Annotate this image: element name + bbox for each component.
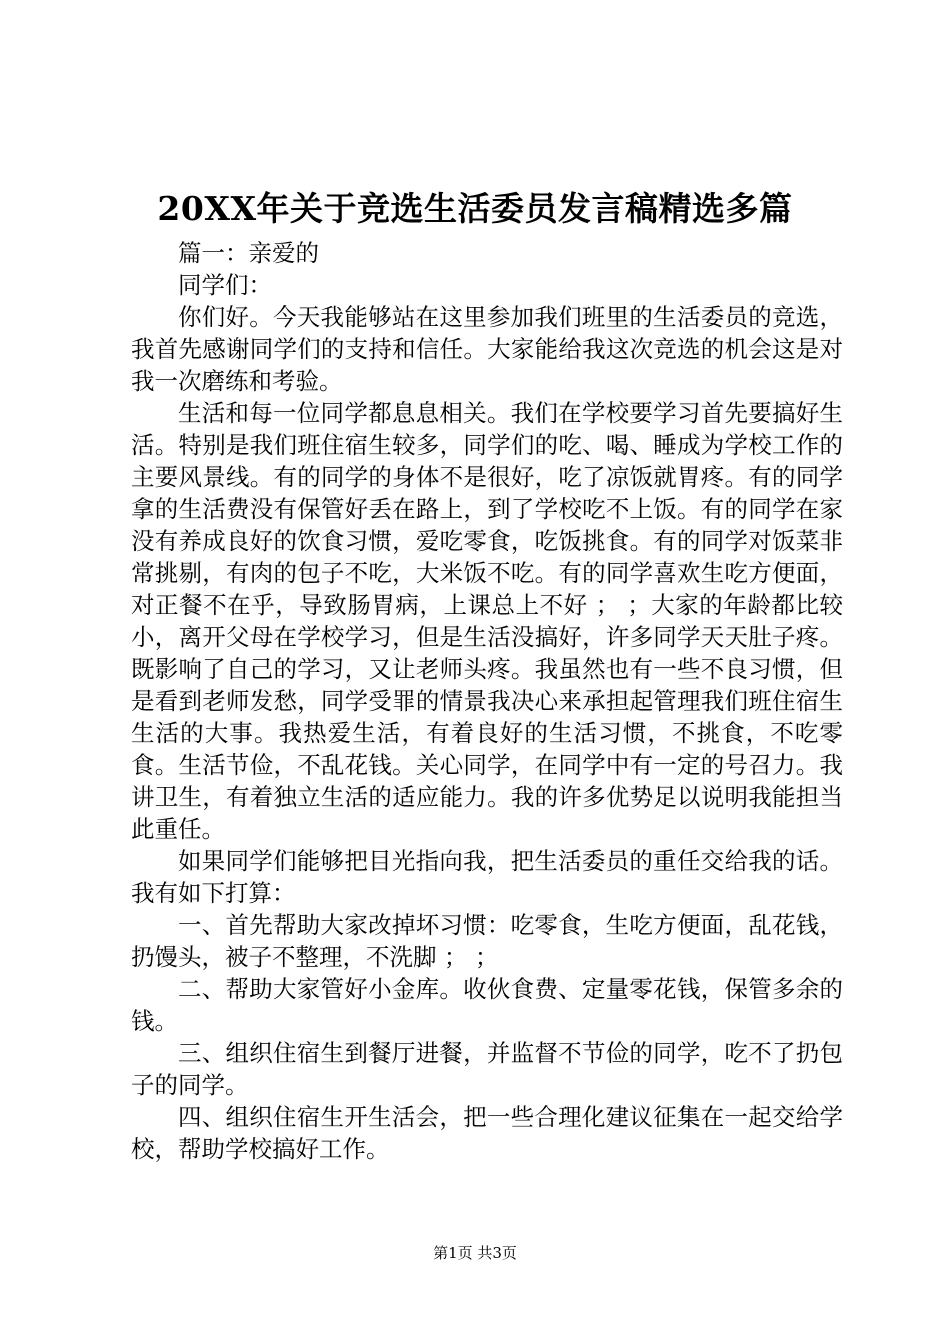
paragraph-plan-two: 二、帮助大家管好小金库。收伙食费、定量零花钱，保管多余的钱。 xyxy=(131,975,843,1035)
page-number-footer: 第1页 共3页 xyxy=(433,1244,517,1262)
paragraph-plan-one: 一、首先帮助大家改掉坏习惯：吃零食，生吃方便面，乱花钱，扔馒头，被子不整理，不洗脚 ； ； xyxy=(131,911,843,971)
paragraph-greeting-part2: 同学们： xyxy=(178,271,272,299)
paragraph-plans-intro: 如果同学们能够把目光指向我，把生活委员的重任交给我的话。我有如下打算： xyxy=(131,847,843,907)
paragraph-plan-three: 三、组织住宿生到餐厅进餐，并监督不节俭的同学，吃不了扔包子的同学。 xyxy=(131,1039,843,1099)
paragraph-opening: 你们好。今天我能够站在这里参加我们班里的生活委员的竞选，我首先感谢同学们的支持和信任。大家能给我这次竞选的机会这是对我一次磨练和考验。 xyxy=(131,303,843,395)
paragraph-life-importance: 生活和每一位同学都息息相关。我们在学校要学习首先要搞好生活。特别是我们班住宿生较多，同学们的吃、喝、睡成为学校工作的主要风景线。有的同学的身体不是很好，吃了凉饭就胃疼。有的同学拿的生活费没有保管好丢在路上，到了学校吃不上饭。有的同学在家没有养成良好的饮食习惯，爱吃零食，吃饭挑食。有的同学对饭菜非常挑剔，有肉的包子不吃，大米饭不吃。有的同学喜欢生吃方便面，对正餐不在乎，导致肠胃病，上课总上不好 ； ；大家的年龄都比较小，离开父母在学校学习，但是生活没搞好，许多同学天天肚子疼。既影响了自己的学习，又让老师头疼。我虽然也有一些不良习惯，但是看到老师发愁，同学受罪的情景我决心来承担起管理我们班住宿生生活的大事。我热爱生活，有着良好的生活习惯，不挑食，不吃零食。生活节俭，不乱花钱。关心同学，在同学中有一定的号召力。我讲卫生，有着独立生活的适应能力。我的许多优势足以说明我能担当此重任。 xyxy=(131,399,843,843)
paragraph-plan-four: 四、组织住宿生开生活会，把一些合理化建议征集在一起交给学校，帮助学校搞好工作。 xyxy=(131,1103,843,1163)
document-title: 20XX年关于竞选生活委员发言稿精选多篇 xyxy=(157,189,793,228)
document-body xyxy=(131,237,843,1165)
paragraph-greeting-part1: 篇一：亲爱的 xyxy=(178,239,319,267)
